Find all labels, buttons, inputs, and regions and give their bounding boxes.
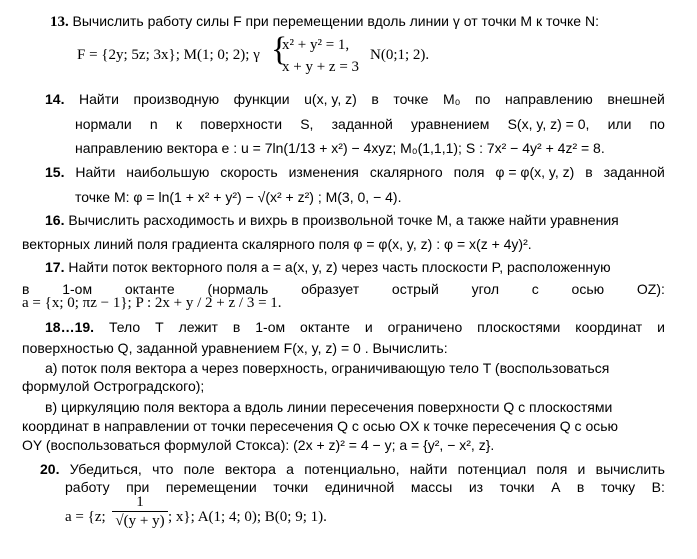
word: при bbox=[126, 479, 150, 495]
problem-13-text: Вычислить работу силы F при перемещении вдоль линии γ от точки M к точке N: bbox=[72, 13, 599, 29]
word: точки bbox=[499, 479, 535, 495]
word: OZ): bbox=[636, 281, 665, 297]
word: с bbox=[531, 281, 539, 297]
problem-16-line2: векторных линий поля градиента скалярного поля φ = φ(x, y, z) : φ = x(z + 4y)². bbox=[22, 236, 532, 252]
problem-14-line3: направлению вектора e : u = 7ln(1/13 + x²) − 4xyz; M₀(1,1,1); S : 7x² − 4y² + 4z² = 8. bbox=[75, 140, 605, 156]
problem-17-number: 17. bbox=[45, 259, 65, 275]
word: октанте bbox=[300, 319, 350, 335]
word: в bbox=[371, 91, 379, 107]
word: координат bbox=[575, 319, 643, 335]
problem-20-fraction bbox=[112, 494, 168, 530]
word: потенциал bbox=[457, 461, 527, 477]
word: T bbox=[155, 319, 164, 335]
problem-18-part-b-line3: OY (воспользоваться формулой Стокса): (2x + z)² = 4 − y; a = {y², − x², z}. bbox=[22, 437, 495, 453]
word: единичной bbox=[324, 479, 395, 495]
word: (нормаль bbox=[207, 281, 269, 297]
problem-16-line1 bbox=[45, 211, 619, 229]
word: u(x, y, z) bbox=[304, 91, 357, 107]
word: поля bbox=[536, 461, 568, 477]
problem-14-number: 14. bbox=[45, 91, 65, 107]
problem-17-line3: a = {x; 0; πz − 1}; P : 2x + y / 2 + z / 3 = 1. bbox=[22, 295, 282, 311]
word: плоскостями bbox=[477, 319, 561, 335]
problem-15-line1 bbox=[45, 163, 665, 181]
word: функции bbox=[233, 91, 290, 107]
word: M₀ bbox=[443, 91, 461, 107]
word: B: bbox=[651, 479, 665, 495]
problem-20-number: 20. bbox=[40, 461, 60, 477]
problem-13-formula: F = {2y; 5z; 3x}; M(1; 0; 2); γ bbox=[77, 47, 260, 63]
word: n bbox=[149, 116, 158, 132]
word: производную bbox=[133, 91, 220, 107]
problem-18-part-b-line2: координат в направлении от точки пересечения Q с осью OX к точке пересечения Q с осью bbox=[22, 418, 619, 434]
word: 1-ом bbox=[255, 319, 286, 335]
word: перемещении bbox=[165, 479, 257, 495]
word: массы bbox=[410, 479, 453, 495]
problem-13-system-eq2: x + y + z = 3 bbox=[282, 59, 360, 75]
word: заданной bbox=[603, 164, 665, 180]
word: потенциально, bbox=[304, 461, 400, 477]
word: изменения bbox=[288, 164, 359, 180]
word: или bbox=[607, 116, 632, 132]
word: в bbox=[585, 164, 593, 180]
word: внешней bbox=[607, 91, 665, 107]
word: поля bbox=[453, 164, 485, 180]
problem-17-text: Найти поток векторного поля a = a(x, y, z) через часть плоскости P, расположенную bbox=[68, 259, 611, 275]
problem-18-part-b-line1: в) циркуляцию поля вектора a вдоль линии пересечения поверхности Q с плоскостями bbox=[45, 399, 613, 415]
problem-20-line1 bbox=[40, 460, 665, 478]
problem-17-line1 bbox=[45, 258, 611, 276]
problem-18-line1 bbox=[45, 318, 665, 336]
word: a bbox=[286, 461, 294, 477]
problem-16-number: 16. bbox=[45, 212, 65, 228]
word: что bbox=[152, 461, 174, 477]
word: Найти bbox=[75, 164, 116, 180]
word: S, bbox=[300, 116, 314, 132]
word: по bbox=[649, 116, 665, 132]
word: и bbox=[364, 319, 373, 335]
word: точки bbox=[273, 479, 309, 495]
problem-16-text: Вычислить расходимость и вихрь в произвольной точке M, а также найти уравнения bbox=[68, 212, 619, 228]
problem-13-system-eq1: x² + y² = 1, bbox=[282, 37, 350, 53]
problem-15-number: 15. bbox=[45, 164, 65, 180]
word: лежит bbox=[178, 319, 218, 335]
word: ограничено bbox=[387, 319, 463, 335]
word: и bbox=[657, 319, 665, 335]
problem-18-part-a-line2: формулой Остроградского); bbox=[22, 378, 205, 394]
problem-13-number: 13. bbox=[50, 14, 69, 30]
word: в bbox=[232, 319, 241, 335]
word: S(x, y, z) = 0, bbox=[507, 116, 590, 132]
problem-14-line2 bbox=[75, 115, 665, 133]
word: поле bbox=[183, 461, 215, 477]
fraction-numerator: 1 bbox=[112, 494, 168, 512]
word: Тело bbox=[108, 319, 141, 335]
system-brace-icon: { bbox=[271, 31, 288, 68]
word: уравнением bbox=[411, 116, 490, 132]
word: в bbox=[576, 479, 585, 495]
word: заданной bbox=[331, 116, 393, 132]
word: осью bbox=[571, 281, 605, 297]
word: φ = φ(x, y, z) bbox=[495, 164, 575, 180]
word: направлению bbox=[504, 91, 593, 107]
problem-18-line2: поверхностью Q, заданной уравнением F(x, y, z) = 0 . Вычислить: bbox=[22, 340, 448, 356]
word: точке bbox=[393, 91, 429, 107]
word: Найти bbox=[79, 91, 119, 107]
word: 1-ом bbox=[62, 281, 93, 297]
word: к bbox=[175, 116, 183, 132]
word: угол bbox=[471, 281, 500, 297]
word: A bbox=[551, 479, 561, 495]
fraction-denominator: √(y + y) bbox=[115, 513, 165, 529]
word: и bbox=[577, 461, 586, 477]
word: октанте bbox=[124, 281, 175, 297]
problem-18-part-a-line1: а) поток поля вектора a через поверхность, ограничивающую тело T (воспользоваться bbox=[45, 360, 610, 376]
word: поверхности bbox=[200, 116, 283, 132]
word: скорость bbox=[220, 164, 278, 180]
problem-14-line1 bbox=[45, 90, 665, 108]
word: точку bbox=[600, 479, 636, 495]
word: вычислить bbox=[595, 461, 665, 477]
word: найти bbox=[409, 461, 448, 477]
word: из bbox=[468, 479, 484, 495]
problem-13-point-n: N(0;1; 2). bbox=[370, 47, 430, 63]
word: вектора bbox=[224, 461, 276, 477]
word: нормали bbox=[75, 116, 132, 132]
problem-20-vector-prefix: a = {z; bbox=[65, 509, 106, 525]
word: в bbox=[22, 281, 30, 297]
problem-18-number: 18…19. bbox=[45, 319, 95, 335]
word: наибольшую bbox=[126, 164, 210, 180]
word: Убедиться, bbox=[69, 461, 142, 477]
word: острый bbox=[391, 281, 439, 297]
word: скалярного bbox=[369, 164, 443, 180]
word: по bbox=[475, 91, 491, 107]
problem-13-line1 bbox=[50, 12, 599, 31]
word: работу bbox=[65, 479, 110, 495]
problem-20-vector-suffix: ; x}; A(1; 4; 0); B(0; 9; 1). bbox=[168, 509, 327, 525]
problem-15-line2: точке M: φ = ln(1 + x² + y²) − √(x² + z²) ; M(3, 0, − 4). bbox=[75, 189, 402, 205]
word: образует bbox=[301, 281, 360, 297]
